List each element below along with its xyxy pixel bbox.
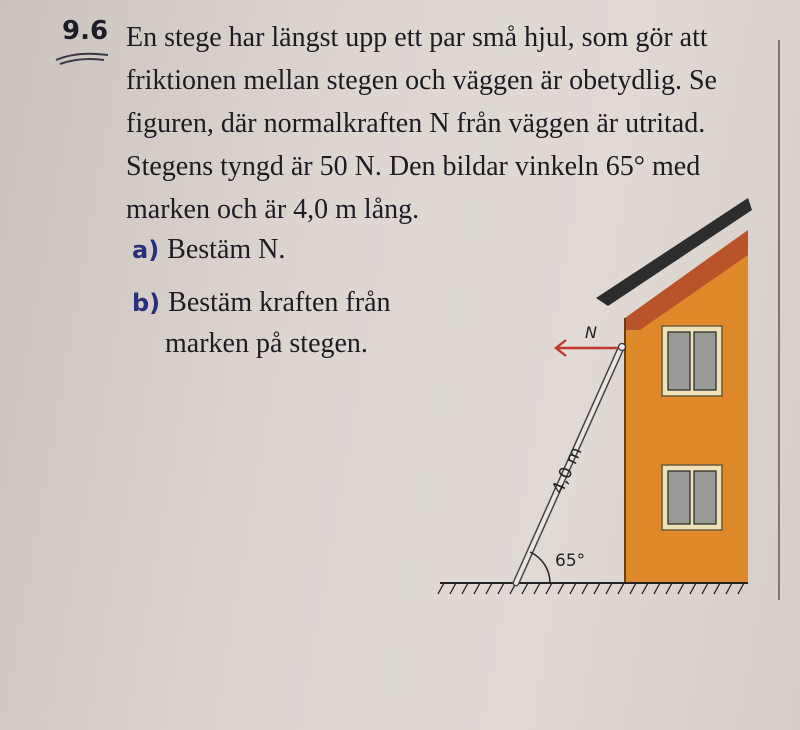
ladder-wheel (619, 344, 626, 351)
part-b-text: Bestäm kraften från (168, 287, 391, 318)
angle-arc (530, 552, 550, 583)
problem-line: Stegens tyngd är 50 N. Den bildar vinkeln 65° med (126, 151, 701, 182)
problem-number: 9.6 (62, 16, 109, 46)
upper-window (662, 326, 722, 396)
lower-window (662, 465, 722, 530)
part-b-text-continued: marken på stegen. (165, 328, 368, 359)
normal-force-arrow (556, 340, 618, 356)
part-a (132, 228, 285, 272)
force-label: N (585, 323, 597, 342)
problem-line: marken och är 4,0 m lång. (126, 194, 420, 225)
problem-line: friktionen mellan stegen och väggen är obetydlig. Se (126, 65, 717, 96)
length-label: 4,0 m (548, 444, 587, 498)
angle-label: 65° (555, 551, 586, 571)
pen-underline-mark (52, 48, 112, 68)
part-a-label: a) (132, 236, 160, 264)
page-margin-line (778, 40, 780, 600)
part-b (132, 281, 391, 325)
ground-hatching (438, 583, 744, 594)
part-b-label: b) (132, 289, 161, 317)
ladder-figure (430, 190, 760, 610)
part-a-text: Bestäm N. (167, 234, 286, 265)
problem-line: En stege har längst upp ett par små hjul, som gör att (126, 22, 708, 53)
problem-line: figuren, där normalkraften N från väggen är utritad. (126, 108, 706, 139)
